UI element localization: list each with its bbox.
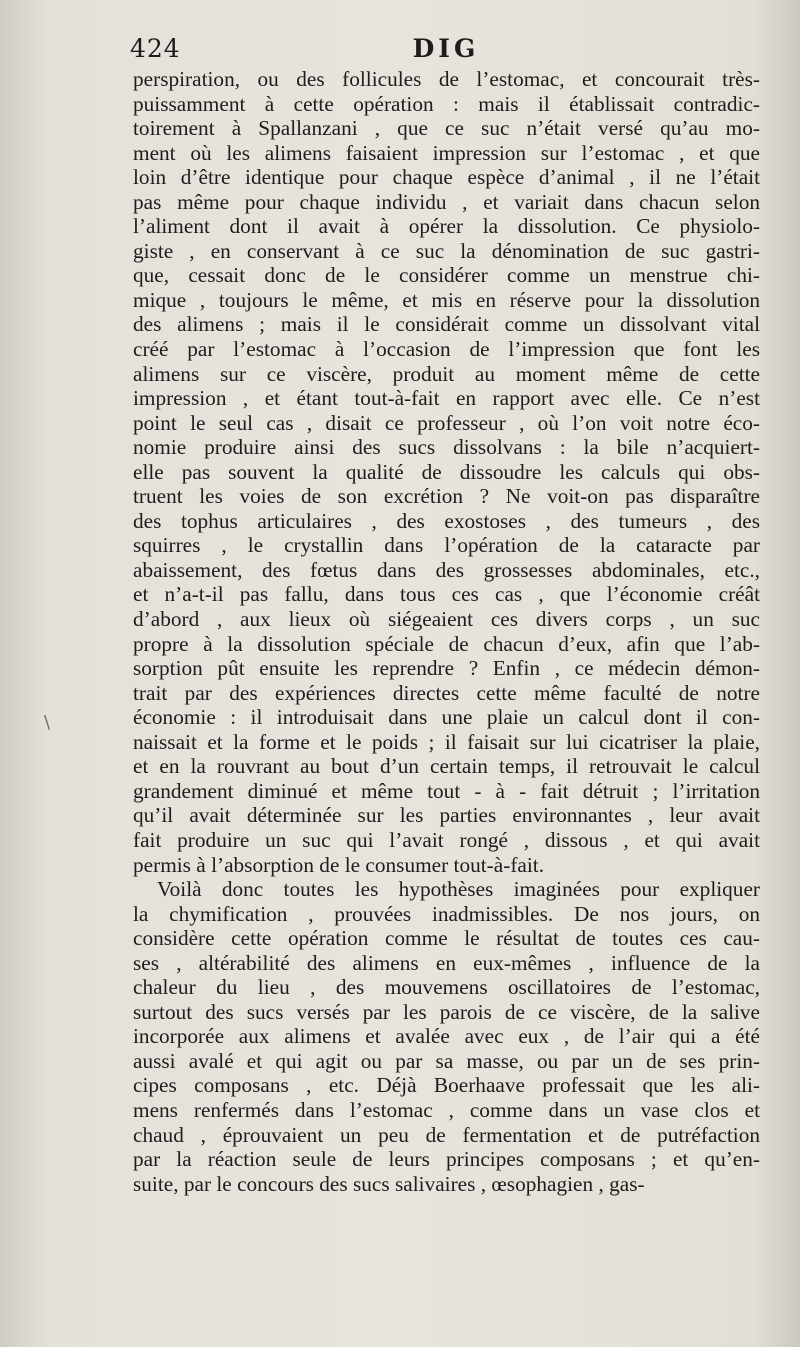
- text-line: chaleur du lieu , des mouvemens oscillatoires de l’estomac,: [133, 975, 760, 1000]
- text-line: chaud , éprouvaient un peu de fermentation et de putréfaction: [133, 1122, 760, 1147]
- text-line: propre à la dissolution spéciale de chacun d’eux, afin que l’ab-: [133, 631, 760, 656]
- text-line: grandement diminué et même tout - à - fait détruit ; l’irritation: [133, 778, 760, 803]
- text-line: perspiration, ou des follicules de l’estomac, et concourait très-: [133, 67, 760, 91]
- text-line: squirres , le crystallin dans l’opération de la cataracte par: [133, 533, 760, 558]
- text-line: puissamment à cette opération : mais il établissait contradic-: [133, 91, 760, 116]
- text-line: incorporée aux alimens et avalée avec eux , de l’air qui a été: [133, 1024, 760, 1049]
- text-line: par la réaction seule de leurs principes composans ; et qu’en-: [133, 1147, 760, 1172]
- text-line: pas même pour chaque individu , et variait dans chacun selon: [133, 189, 760, 214]
- text-line: alimens sur ce viscère, produit au moment même de cette: [133, 361, 760, 386]
- text-line: fait produire un suc qui l’avait rongé , dissous , et qui avait: [133, 827, 760, 852]
- text-line: des alimens ; mais il le considérait comme un dissolvant vital: [133, 312, 760, 337]
- text-line: elle pas souvent la qualité de dissoudre les calculs qui obs-: [133, 459, 760, 484]
- page-number: 424: [130, 34, 181, 63]
- text-line: et en la rouvrant au bout d’un certain temps, il retrouvait le calcul: [133, 754, 760, 779]
- text-line: suite, par le concours des sucs salivaires , œsophagien , gas-: [133, 1171, 645, 1196]
- margin-mark: \: [44, 712, 51, 733]
- text-line: nomie produire ainsi des sucs dissolvans : la bile n’acquiert-: [133, 435, 760, 460]
- text-line: truent les voies de son excrétion ? Ne voit-on pas disparaître: [133, 484, 760, 509]
- text-line: l’aliment dont il avait à opérer la dissolution. Ce physiolo-: [133, 214, 760, 239]
- text-line: impression , et étant tout-à-fait en rapport avec elle. Ce n’est: [133, 386, 760, 411]
- text-line: toirement à Spallanzani , que ce suc n’était versé qu’au mo-: [133, 116, 760, 141]
- text-line: qu’il avait déterminée sur les parties environnantes , leur avait: [133, 803, 760, 828]
- text-line: trait par des expériences directes cette même faculté de notre: [133, 680, 760, 705]
- running-head: DIG: [412, 34, 480, 63]
- text-line: mens renfermés dans l’estomac , comme dans un vase clos et: [133, 1097, 760, 1122]
- text-line: point le seul cas , disait ce professeur , où l’on voit notre éco-: [133, 410, 760, 435]
- text-line: des tophus articulaires , des exostoses , des tumeurs , des: [133, 508, 760, 533]
- text-line: loin d’être identique pour chaque espèce d’animal , il ne l’était: [133, 165, 760, 190]
- text-line: d’abord , aux lieux où siégeaient ces divers corps , un suc: [133, 607, 760, 632]
- paragraph-2: [133, 877, 760, 1196]
- text-line: mique , toujours le même, et mis en réserve pour la dissolution: [133, 287, 760, 312]
- text-line: créé par l’estomac à l’occasion de l’impression que font les: [133, 337, 760, 362]
- text-line: ses , altérabilité des alimens en eux-mêmes , influence de la: [133, 950, 760, 975]
- text-line: naissait et la forme et le poids ; il faisait sur lui cicatriser la plaie,: [133, 729, 760, 754]
- body-text: [133, 67, 760, 1196]
- text-line: ment où les alimens faisaient impression sur l’estomac , et que: [133, 140, 760, 165]
- text-line: sorption pût ensuite les reprendre ? Enfin , ce médecin démon-: [133, 656, 760, 681]
- page-header: [130, 30, 762, 70]
- text-line: giste , en conservant à ce suc la dénomination de suc gastri-: [133, 238, 760, 263]
- text-line: et n’a-t-il pas fallu, dans tous ces cas , que l’économie créât: [133, 582, 760, 607]
- text-line: considère cette opération comme le résultat de toutes ces cau-: [133, 926, 760, 951]
- text-line: Voilà donc toutes les hypothèses imaginées pour expliquer: [157, 877, 760, 902]
- paragraph-1: [133, 67, 760, 877]
- text-line: surtout des sucs versés par les parois de ce viscère, de la salive: [133, 999, 760, 1024]
- text-line: économie : il introduisait dans une plaie un calcul dont il con-: [133, 705, 760, 730]
- text-line: que, cessait donc de le considérer comme un menstrue chi-: [133, 263, 760, 288]
- text-line: aussi avalé et qui agit ou par sa masse, ou par un de ses prin-: [133, 1048, 760, 1073]
- text-line: la chymification , prouvées inadmissibles. De nos jours, on: [133, 901, 760, 926]
- text-line: abaissement, des fœtus dans des grossesses abdominales, etc.,: [133, 557, 760, 582]
- text-line: cipes composans , etc. Déjà Boerhaave professait que les ali-: [133, 1073, 760, 1098]
- text-line: permis à l’absorption de le consumer tout-à-fait.: [133, 852, 545, 877]
